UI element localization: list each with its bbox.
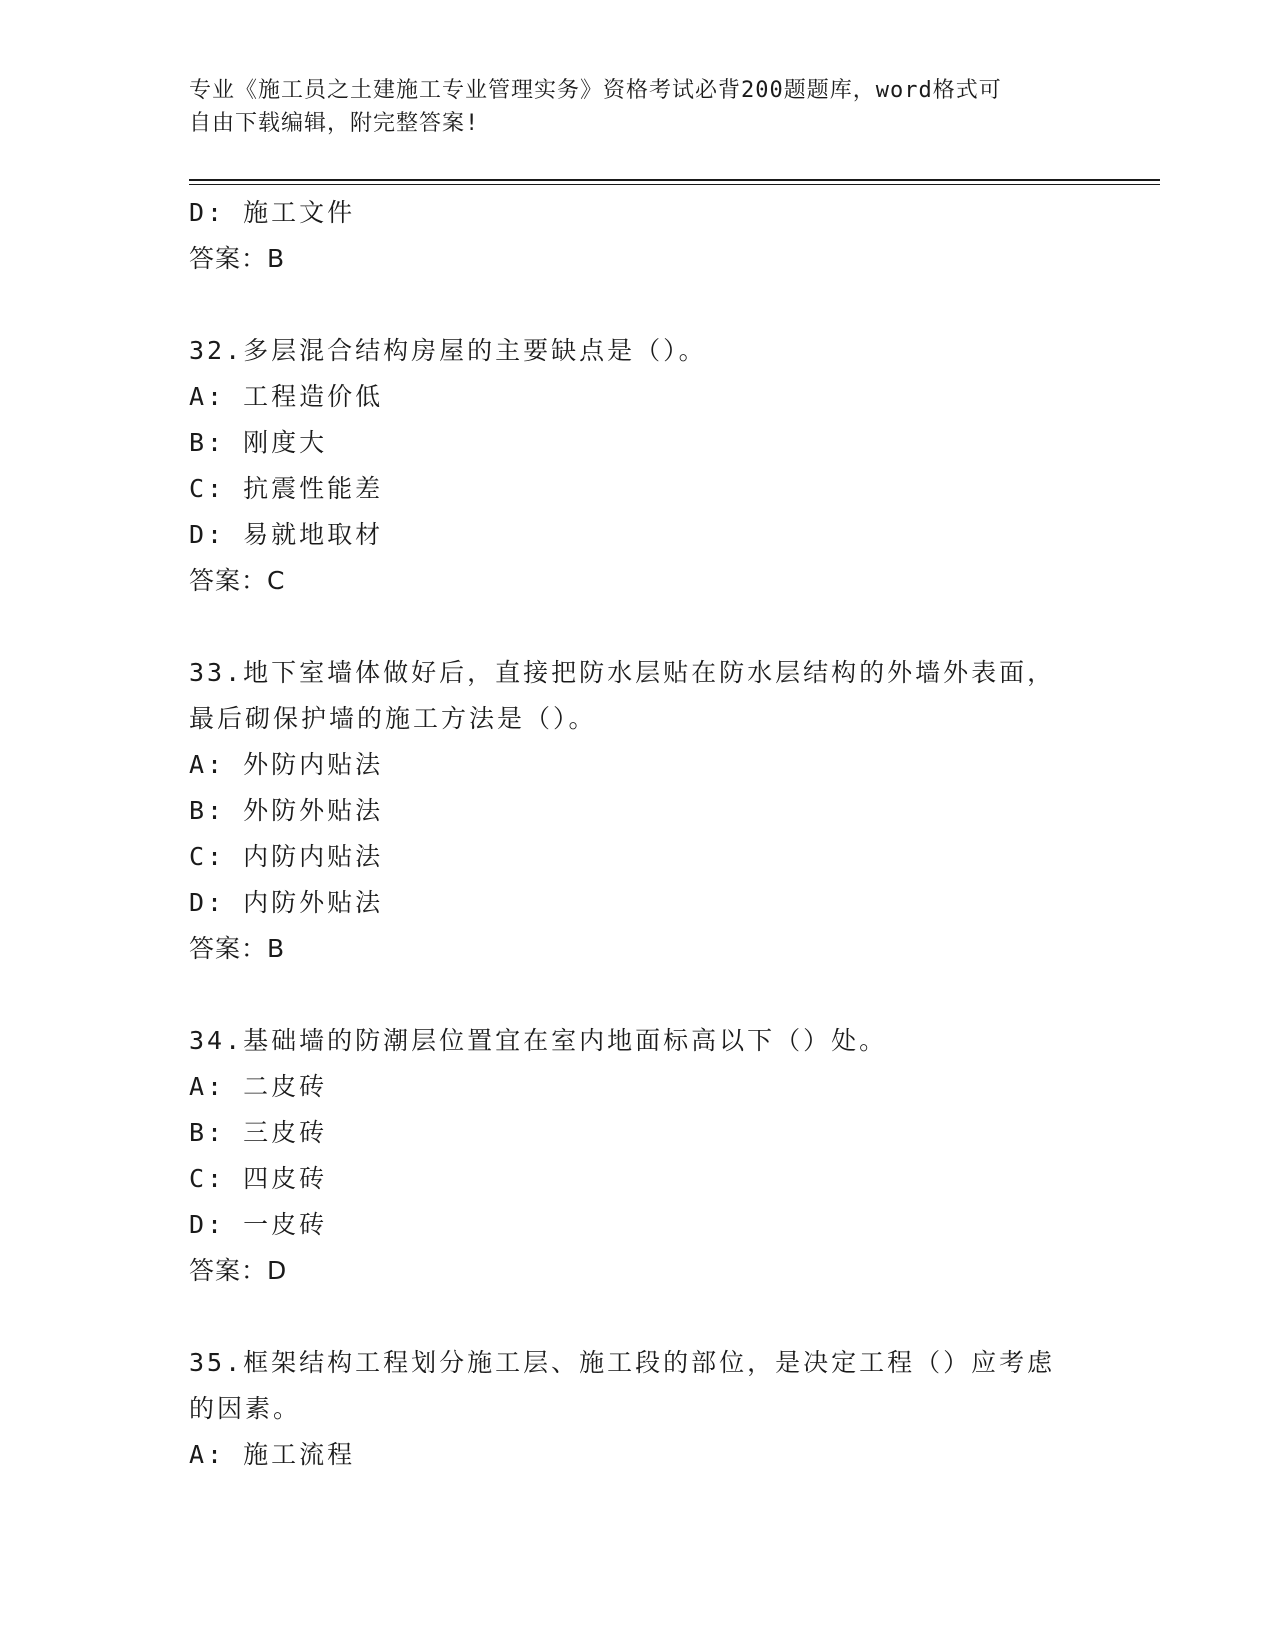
answer-line: 答案：B <box>189 934 286 963</box>
option-d: D: 易就地取材 <box>189 520 384 549</box>
option-a: A: 工程造价低 <box>189 382 384 411</box>
option-b: B: 刚度大 <box>189 428 328 457</box>
question-35 <box>189 1340 1089 1478</box>
question-stem: 33.地下室墙体做好后，直接把防水层贴在防水层结构的外墙外表面， <box>189 658 1056 687</box>
header-divider-thick <box>189 179 1160 181</box>
option-a: A: 外防内贴法 <box>189 750 384 779</box>
question-stem: 35.框架结构工程划分施工层、施工段的部位，是决定工程（）应考虑 <box>189 1348 1056 1377</box>
question-33 <box>189 650 1089 972</box>
option-d: D: 施工文件 <box>189 198 356 227</box>
option-c: C: 抗震性能差 <box>189 474 384 503</box>
option-b: B: 外防外贴法 <box>189 796 384 825</box>
option-c: C: 内防内贴法 <box>189 842 384 871</box>
question-stem: 32.多层混合结构房屋的主要缺点是（）。 <box>189 336 707 365</box>
question-32 <box>189 328 1089 604</box>
option-b: B: 三皮砖 <box>189 1118 328 1147</box>
question-stem: 34.基础墙的防潮层位置宜在室内地面标高以下（）处。 <box>189 1026 888 1055</box>
question-34 <box>189 1018 1089 1294</box>
header-line-2: 自由下载编辑，附完整答案! <box>189 111 480 136</box>
spacer <box>189 604 1089 650</box>
option-c: C: 四皮砖 <box>189 1164 328 1193</box>
option-a: A: 施工流程 <box>189 1440 356 1469</box>
answer-line: 答案：D <box>189 1256 288 1285</box>
answer-line: 答案：C <box>189 566 286 595</box>
spacer <box>189 972 1089 1018</box>
spacer <box>189 282 1089 328</box>
option-d: D: 内防外贴法 <box>189 888 384 917</box>
option-a: A: 二皮砖 <box>189 1072 328 1101</box>
option-d: D: 一皮砖 <box>189 1210 328 1239</box>
question-stem-continued: 最后砌保护墙的施工方法是（）。 <box>189 704 597 733</box>
answer-line: 答案：B <box>189 244 286 273</box>
spacer <box>189 1294 1089 1340</box>
question-stem-continued: 的因素。 <box>189 1394 302 1423</box>
question-list <box>189 190 1089 1478</box>
header-divider-thin <box>189 184 1160 185</box>
header-line-1: 专业《施工员之土建施工专业管理实务》资格考试必背200题题库，word格式可 <box>189 78 1002 103</box>
document-header <box>189 74 1069 140</box>
